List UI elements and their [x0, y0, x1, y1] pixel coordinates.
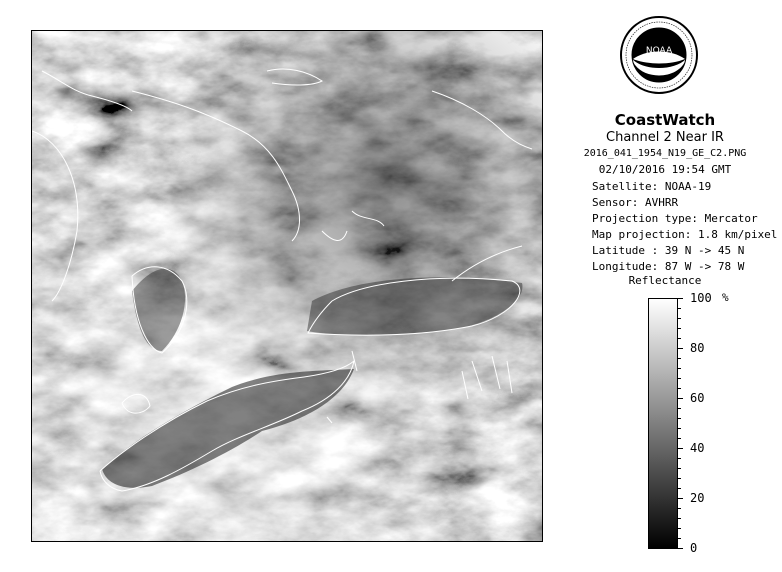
latitude-label: Latitude : 39 N -> 45 N: [592, 244, 745, 257]
legend-minor-tick: [678, 368, 681, 369]
legend-tick-label: 0: [690, 541, 698, 555]
map-projection-label: Map projection: 1.8 km/pixel: [592, 228, 778, 241]
legend-tick: [678, 448, 683, 449]
filename-label: 2016_041_1954_N19_GE_C2.PNG: [583, 148, 747, 159]
legend-minor-tick: [678, 328, 681, 329]
legend-minor-tick: [678, 378, 681, 379]
brand-title: CoastWatch: [614, 111, 716, 129]
legend-tick: [678, 298, 683, 299]
legend-minor-tick: [678, 418, 681, 419]
legend-minor-tick: [678, 528, 681, 529]
legend-minor-tick: [678, 508, 681, 509]
longitude-label: Longitude: 87 W -> 78 W: [592, 260, 745, 273]
legend-tick: [678, 498, 683, 499]
legend-tick-label: 40: [690, 441, 705, 455]
reflectance-colorbar: [648, 298, 678, 549]
legend-tick: [678, 398, 683, 399]
legend-unit: %: [722, 291, 729, 304]
sensor-label: Sensor: AVHRR: [592, 196, 679, 209]
legend-minor-tick: [678, 478, 681, 479]
satellite-image: [31, 30, 543, 542]
legend-tick: [678, 548, 683, 549]
legend-minor-tick: [678, 428, 681, 429]
legend-minor-tick: [678, 358, 681, 359]
legend-minor-tick: [678, 438, 681, 439]
legend-tick-label: 20: [690, 491, 705, 505]
legend-minor-tick: [678, 318, 681, 319]
projection-type-label: Projection type: Mercator: [592, 212, 758, 225]
legend-minor-tick: [678, 518, 681, 519]
datetime-label: 02/10/2016 19:54 GMT: [598, 163, 732, 176]
legend-tick-label: 60: [690, 391, 705, 405]
channel-label: Channel 2 Near IR: [606, 130, 724, 145]
legend-tick: [678, 348, 683, 349]
legend-title: Reflectance: [628, 274, 702, 287]
legend-minor-tick: [678, 388, 681, 389]
logo-text: NOAA: [645, 46, 673, 56]
legend-tick-label: 80: [690, 341, 705, 355]
satellite-label: Satellite: NOAA-19: [592, 180, 712, 193]
legend-minor-tick: [678, 468, 681, 469]
legend-minor-tick: [678, 488, 681, 489]
legend-minor-tick: [678, 408, 681, 409]
noaa-logo: [619, 15, 699, 95]
legend-minor-tick: [678, 458, 681, 459]
legend-minor-tick: [678, 538, 681, 539]
legend-tick-label: 100: [690, 291, 712, 305]
legend-minor-tick: [678, 308, 681, 309]
legend-minor-tick: [678, 338, 681, 339]
